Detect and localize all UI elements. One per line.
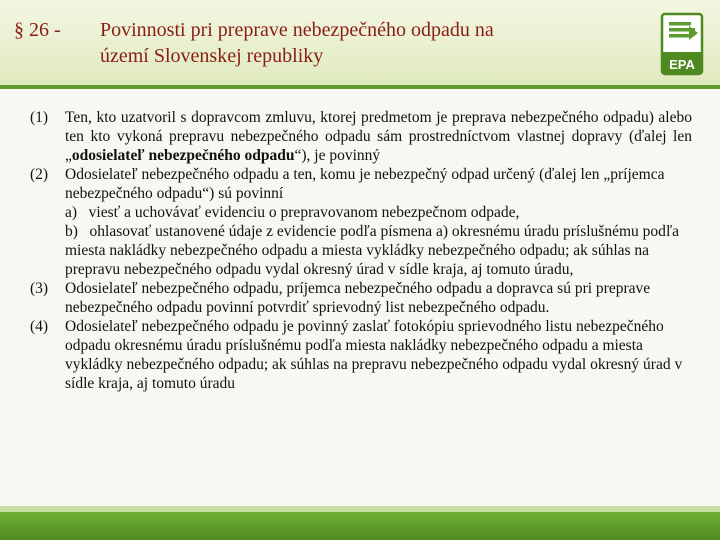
item-text-end: “), je povinný xyxy=(294,147,381,164)
item-number: (1) xyxy=(30,109,49,126)
item-bold-term: odosielateľ nebezpečného odpadu xyxy=(71,147,295,164)
footer-bar xyxy=(0,512,720,540)
title-line-2: území Slovenskej republiky xyxy=(100,45,324,67)
epa-logo-icon xyxy=(660,12,704,76)
item-text: Odosielateľ nebezpečného odpadu je povinný zaslať fotokópiu sprievodného listu nebezpečného odpadu okresnému úradu príslušnému podľa miesta nakládky nebezpečného odpadu a miesta vykládky nebezpečného odpadu; ak súhlas na prepravu nebezpečného odpadu vydal okresný úrad v sídle kraja, aj tomuto úradu xyxy=(65,318,683,392)
list-item-1 xyxy=(30,108,692,165)
item-text: Odosielateľ nebezpečného odpadu a ten, komu je nebezpečný odpad určený (ďalej len „príjemca nebezpečného odpadu“) sú povinní xyxy=(65,166,665,202)
list-item-4 xyxy=(30,317,692,393)
header-divider xyxy=(0,85,720,89)
item-number: (4) xyxy=(30,318,49,335)
sub-item-a: a) viesť a uchovávať evidenciu o prepravovanom nebezpečnom odpade, xyxy=(65,204,520,221)
logo-text: EPA xyxy=(669,57,695,72)
item-text: Ten, kto uzatvoril s dopravcom zmluvu, ktorej predmetom je preprava nebezpečného odpadu) alebo ten kto vykoná prepravu nebezpečného odpadu sám prostredníctvom vlastnej dopravy (ďalej len „ xyxy=(65,109,692,164)
sub-item-b: b) ohlasovať ustanovené údaje z evidencie podľa písmena a) okresnému úradu príslušnému podľa miesta nakládky nebezpečného odpadu a miesta vykládky nebezpečného odpadu; ak súhlas na prepravu nebezpečného odpadu vydal okresný úrad v sídle kraja, aj tomuto úradu, xyxy=(65,223,680,278)
section-title xyxy=(100,17,660,69)
document-body xyxy=(30,108,692,393)
section-number: § 26 - xyxy=(14,19,61,41)
list-item-2 xyxy=(30,165,692,279)
item-text: Odosielateľ nebezpečného odpadu, príjemca nebezpečného odpadu a dopravca sú pri preprave nebezpečného odpadu povinní potvrdiť sprievodný list nebezpečného odpadu. xyxy=(65,280,651,316)
item-number: (2) xyxy=(30,166,49,183)
item-number: (3) xyxy=(30,280,49,297)
list-item-3 xyxy=(30,279,692,317)
title-line-1: Povinnosti pri preprave nebezpečného odpadu na xyxy=(100,19,494,41)
